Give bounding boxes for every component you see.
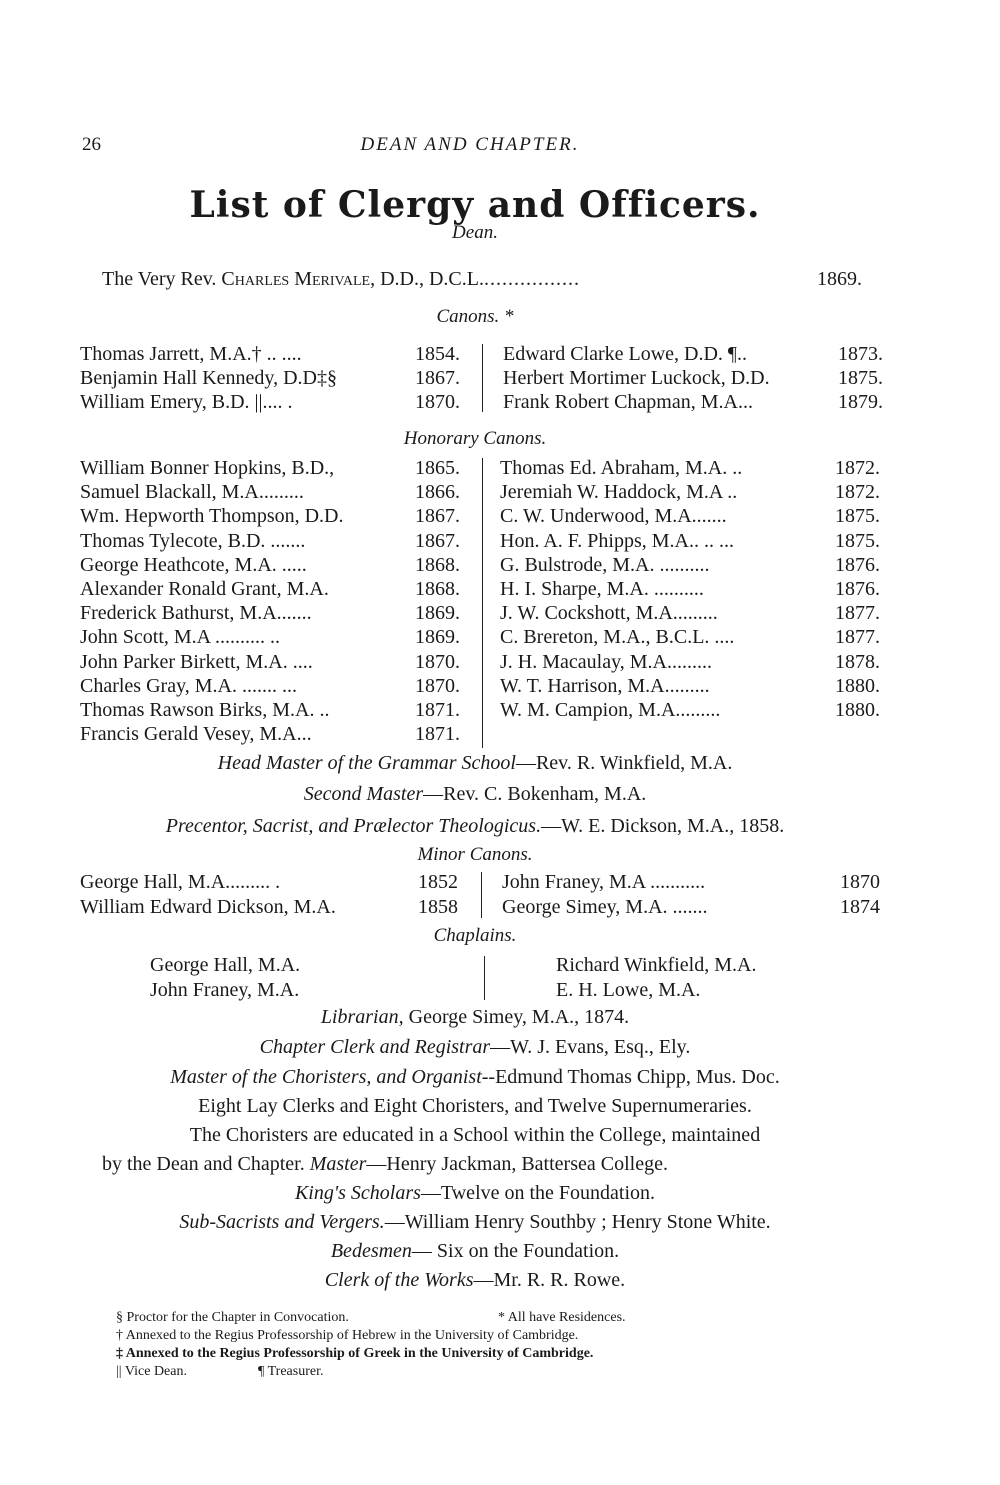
entry-name: Frank Robert Chapman, M.A... bbox=[503, 391, 753, 413]
chapter-clerk-line bbox=[0, 1036, 950, 1059]
choristers-line-1: The Choristers are educated in a School within the College, maintained bbox=[189, 1124, 761, 1146]
master-choristers-text: --Edmund Thomas Chipp, Mus. Doc. bbox=[481, 1066, 780, 1088]
chaplain-name: George Hall, M.A. bbox=[150, 954, 301, 976]
entry-name: Samuel Blackall, M.A......... bbox=[80, 481, 304, 504]
entry-year: 1879. bbox=[838, 391, 883, 413]
list-entry bbox=[500, 650, 880, 674]
sub-sacrists-label: Sub-Sacrists and Vergers. bbox=[179, 1211, 385, 1233]
dean-year: 1869. bbox=[817, 268, 862, 290]
list-entry bbox=[80, 456, 460, 480]
master-choristers-label: Master of the Choristers, and Organist bbox=[170, 1066, 482, 1088]
entry-name: William Edward Dickson, M.A. bbox=[80, 896, 336, 918]
entry-name: Wm. Hepworth Thompson, D.D. bbox=[80, 505, 344, 528]
footnote-vice-dean: || Vice Dean. bbox=[116, 1364, 187, 1379]
bedesmen-line bbox=[0, 1240, 950, 1263]
head-master-label: Head Master of the Grammar School bbox=[217, 752, 516, 774]
bedesmen-label: Bedesmen bbox=[330, 1240, 412, 1262]
list-entry bbox=[80, 390, 460, 414]
entry-name: Thomas Rawson Birks, M.A. .. bbox=[80, 698, 330, 721]
clerk-works-text: —Mr. R. R. Rowe. bbox=[473, 1269, 626, 1291]
entry-name: Francis Gerald Vesey, M.A... bbox=[80, 723, 312, 746]
dean-name: Charles Merivale bbox=[221, 268, 371, 290]
entry-name: John Parker Birkett, M.A. .... bbox=[80, 650, 313, 673]
chaplain-name: E. H. Lowe, M.A. bbox=[556, 979, 701, 1001]
entry-name: W. M. Campion, M.A......... bbox=[500, 698, 721, 721]
entry-name: G. Bulstrode, M.A. .......... bbox=[500, 553, 710, 576]
entry-year: 1872. bbox=[835, 457, 880, 479]
dean-entry bbox=[102, 268, 862, 291]
honorary-canons-heading: Honorary Canons. bbox=[403, 428, 547, 449]
entry-year: 1880. bbox=[835, 674, 880, 697]
entry-name: George Hall, M.A......... . bbox=[80, 871, 281, 893]
list-entry bbox=[500, 698, 880, 722]
entry-year: 1868. bbox=[415, 577, 460, 600]
list-entry bbox=[500, 625, 880, 649]
entry-year: 1875. bbox=[838, 367, 883, 389]
entry-year: 1854. bbox=[415, 343, 460, 365]
entry-year: 1872. bbox=[835, 481, 880, 504]
honorary-left-column bbox=[80, 456, 460, 746]
entry-year: 1877. bbox=[835, 626, 880, 649]
entry-name: William Emery, B.D. ||.... . bbox=[80, 391, 293, 413]
entry-year: 1870. bbox=[415, 674, 460, 697]
chapter-clerk-label: Chapter Clerk and Registrar bbox=[259, 1036, 491, 1058]
entry-name: J. H. Macaulay, M.A......... bbox=[500, 650, 713, 673]
entry-year: 1878. bbox=[835, 650, 880, 673]
entry-name: Thomas Ed. Abraham, M.A. .. bbox=[500, 457, 743, 479]
entry-year: 1880. bbox=[835, 698, 880, 721]
entry-name: George Heathcote, M.A. ..... bbox=[80, 553, 307, 576]
choristers-master-text: —Henry Jackman, Battersea College. bbox=[366, 1153, 668, 1175]
entry-year: 1867. bbox=[415, 367, 460, 389]
list-entry bbox=[80, 674, 460, 698]
entry-year: 1874 bbox=[840, 896, 880, 918]
entry-year: 1865. bbox=[415, 457, 460, 479]
chaplain-name: John Franey, M.A. bbox=[150, 979, 300, 1001]
list-entry bbox=[80, 625, 460, 649]
canons-divider bbox=[482, 344, 483, 412]
entry-year: 1871. bbox=[415, 698, 460, 721]
list-entry bbox=[503, 366, 883, 390]
head-master-text: —Rev. R. Winkfield, M.A. bbox=[515, 752, 733, 774]
choristers-line-2 bbox=[102, 1153, 668, 1176]
bedesmen-text: — Six on the Foundation. bbox=[411, 1240, 620, 1262]
librarian-label: Librarian, bbox=[320, 1006, 404, 1028]
footnote-hebrew: † Annexed to the Regius Professorship of Hebrew in the University of Cambridge. bbox=[116, 1328, 579, 1343]
entry-year: 1877. bbox=[835, 602, 880, 625]
entry-year: 1875. bbox=[835, 529, 880, 552]
librarian-line bbox=[0, 1006, 950, 1029]
canons-right-column bbox=[503, 342, 883, 414]
list-entry bbox=[80, 504, 460, 528]
kings-scholars-label: King's Scholars bbox=[294, 1182, 421, 1204]
page-number: 26 bbox=[82, 134, 101, 155]
page-title: List of Clergy and Officers. bbox=[189, 184, 761, 226]
entry-year: 1868. bbox=[415, 553, 460, 576]
entry-name: Alexander Ronald Grant, M.A. bbox=[80, 577, 329, 600]
clerk-works-line bbox=[0, 1269, 950, 1292]
list-entry bbox=[500, 480, 880, 504]
list-entry bbox=[80, 577, 460, 601]
list-entry bbox=[80, 529, 460, 553]
dean-suffix: , D.D., D.C.L. bbox=[370, 268, 484, 290]
sub-sacrists-text: —William Henry Southby ; Henry Stone White. bbox=[384, 1211, 771, 1233]
list-entry bbox=[503, 390, 883, 414]
entry-year: 1876. bbox=[835, 577, 880, 600]
precentor-line bbox=[0, 815, 950, 838]
entry-year: 1858 bbox=[418, 896, 458, 918]
entry-year: 1869. bbox=[415, 602, 460, 625]
librarian-text: George Simey, M.A., 1874. bbox=[403, 1006, 630, 1028]
lay-clerks-line: Eight Lay Clerks and Eight Choristers, and Twelve Supernumeraries. bbox=[198, 1095, 752, 1117]
clerk-works-label: Clerk of the Works bbox=[324, 1269, 474, 1291]
list-entry bbox=[500, 601, 880, 625]
list-entry bbox=[80, 698, 460, 722]
entry-name: Charles Gray, M.A. ....... ... bbox=[80, 674, 298, 697]
entry-name: H. I. Sharpe, M.A. .......... bbox=[500, 577, 704, 600]
minor-left-column bbox=[80, 870, 458, 920]
footnote-residences: * All have Residences. bbox=[498, 1310, 626, 1325]
list-entry bbox=[503, 342, 883, 366]
entry-name: Edward Clarke Lowe, D.D. ¶.. bbox=[503, 343, 747, 365]
entry-name: John Scott, M.A .......... .. bbox=[80, 626, 281, 649]
second-master-line bbox=[0, 783, 950, 806]
list-entry bbox=[500, 674, 880, 698]
entry-name: C. Brereton, M.A., B.C.L. .... bbox=[500, 626, 735, 649]
list-entry bbox=[500, 553, 880, 577]
entry-name: Thomas Jarrett, M.A.† .. .... bbox=[80, 343, 302, 365]
list-entry bbox=[80, 366, 460, 390]
list-entry bbox=[500, 456, 880, 480]
list-entry bbox=[500, 529, 880, 553]
entry-year: 1870. bbox=[415, 391, 460, 413]
entry-name: C. W. Underwood, M.A....... bbox=[500, 505, 727, 528]
entry-name: Frederick Bathurst, M.A....... bbox=[80, 602, 312, 625]
list-entry bbox=[80, 722, 460, 746]
entry-year: 1871. bbox=[415, 723, 460, 746]
canons-left-column bbox=[80, 342, 460, 414]
footnote-treasurer: ¶ Treasurer. bbox=[258, 1364, 324, 1379]
entry-year: 1852 bbox=[418, 871, 458, 893]
entry-year: 1869. bbox=[415, 626, 460, 649]
master-choristers-line bbox=[0, 1066, 950, 1089]
list-entry bbox=[500, 577, 880, 601]
minor-divider bbox=[481, 872, 482, 918]
footnote-greek: ‡ Annexed to the Regius Professorship of Greek in the University of Cambridge. bbox=[116, 1346, 594, 1361]
list-entry bbox=[80, 480, 460, 504]
entry-name: Benjamin Hall Kennedy, D.D‡§ bbox=[80, 367, 337, 389]
list-entry bbox=[80, 895, 458, 920]
entry-year: 1866. bbox=[415, 481, 460, 504]
entry-name: Hon. A. F. Phipps, M.A.. .. ... bbox=[500, 529, 734, 552]
chaplain-name: Richard Winkfield, M.A. bbox=[556, 954, 757, 976]
head-master-line bbox=[0, 752, 950, 775]
kings-scholars-text: —Twelve on the Foundation. bbox=[420, 1182, 656, 1204]
honorary-divider bbox=[482, 458, 483, 748]
chaplains-divider bbox=[484, 956, 485, 1000]
list-entry bbox=[80, 601, 460, 625]
entry-name: Thomas Tylecote, B.D. ....... bbox=[80, 529, 306, 552]
list-entry bbox=[502, 895, 880, 920]
entry-year: 1867. bbox=[415, 529, 460, 552]
entry-year: 1870 bbox=[840, 871, 880, 893]
list-entry bbox=[80, 553, 460, 577]
choristers-master-label: Master bbox=[309, 1153, 367, 1175]
entry-year: 1873. bbox=[838, 343, 883, 365]
choristers-line-2-text: by the Dean and Chapter. bbox=[102, 1153, 310, 1175]
chapter-clerk-text: —W. J. Evans, Esq., Ely. bbox=[490, 1036, 691, 1058]
sub-sacrists-line bbox=[0, 1211, 950, 1234]
second-master-label: Second Master bbox=[303, 783, 424, 805]
list-entry bbox=[80, 870, 458, 895]
second-master-text: —Rev. C. Bokenham, M.A. bbox=[423, 783, 647, 805]
entry-name: J. W. Cockshott, M.A......... bbox=[500, 602, 718, 625]
entry-name: W. T. Harrison, M.A......... bbox=[500, 674, 710, 697]
running-head: DEAN AND CHAPTER. bbox=[360, 134, 580, 155]
canons-heading: Canons. * bbox=[436, 306, 514, 327]
entry-name: Jeremiah W. Haddock, M.A .. bbox=[500, 481, 738, 504]
chaplains-right-column bbox=[556, 953, 756, 1003]
kings-scholars-line bbox=[0, 1182, 950, 1205]
entry-year: 1875. bbox=[835, 505, 880, 528]
minor-right-column bbox=[502, 870, 880, 920]
entry-name: Herbert Mortimer Luckock, D.D. bbox=[503, 367, 770, 389]
entry-name: William Bonner Hopkins, B.D., bbox=[80, 457, 335, 479]
entry-year: 1876. bbox=[835, 553, 880, 576]
dean-prefix: The Very Rev. bbox=[102, 268, 222, 290]
list-entry bbox=[80, 650, 460, 674]
dean-dots: ................ bbox=[483, 268, 580, 290]
list-entry bbox=[502, 870, 880, 895]
chaplains-left-column bbox=[150, 953, 300, 1003]
dean-heading: Dean. bbox=[452, 222, 498, 243]
entry-year: 1870. bbox=[415, 650, 460, 673]
precentor-text: —W. E. Dickson, M.A., 1858. bbox=[541, 815, 785, 837]
chaplains-heading: Chaplains. bbox=[433, 925, 517, 946]
footnote-proctor: § Proctor for the Chapter in Convocation. bbox=[116, 1310, 349, 1325]
entry-name: John Franey, M.A ........... bbox=[502, 871, 706, 893]
list-entry bbox=[80, 342, 460, 366]
entry-year: 1867. bbox=[415, 505, 460, 528]
precentor-label: Precentor, Sacrist, and Prælector Theologicus. bbox=[165, 815, 542, 837]
minor-canons-heading: Minor Canons. bbox=[417, 844, 533, 865]
list-entry bbox=[500, 504, 880, 528]
honorary-right-column bbox=[500, 456, 880, 722]
entry-name: George Simey, M.A. ....... bbox=[502, 896, 708, 918]
